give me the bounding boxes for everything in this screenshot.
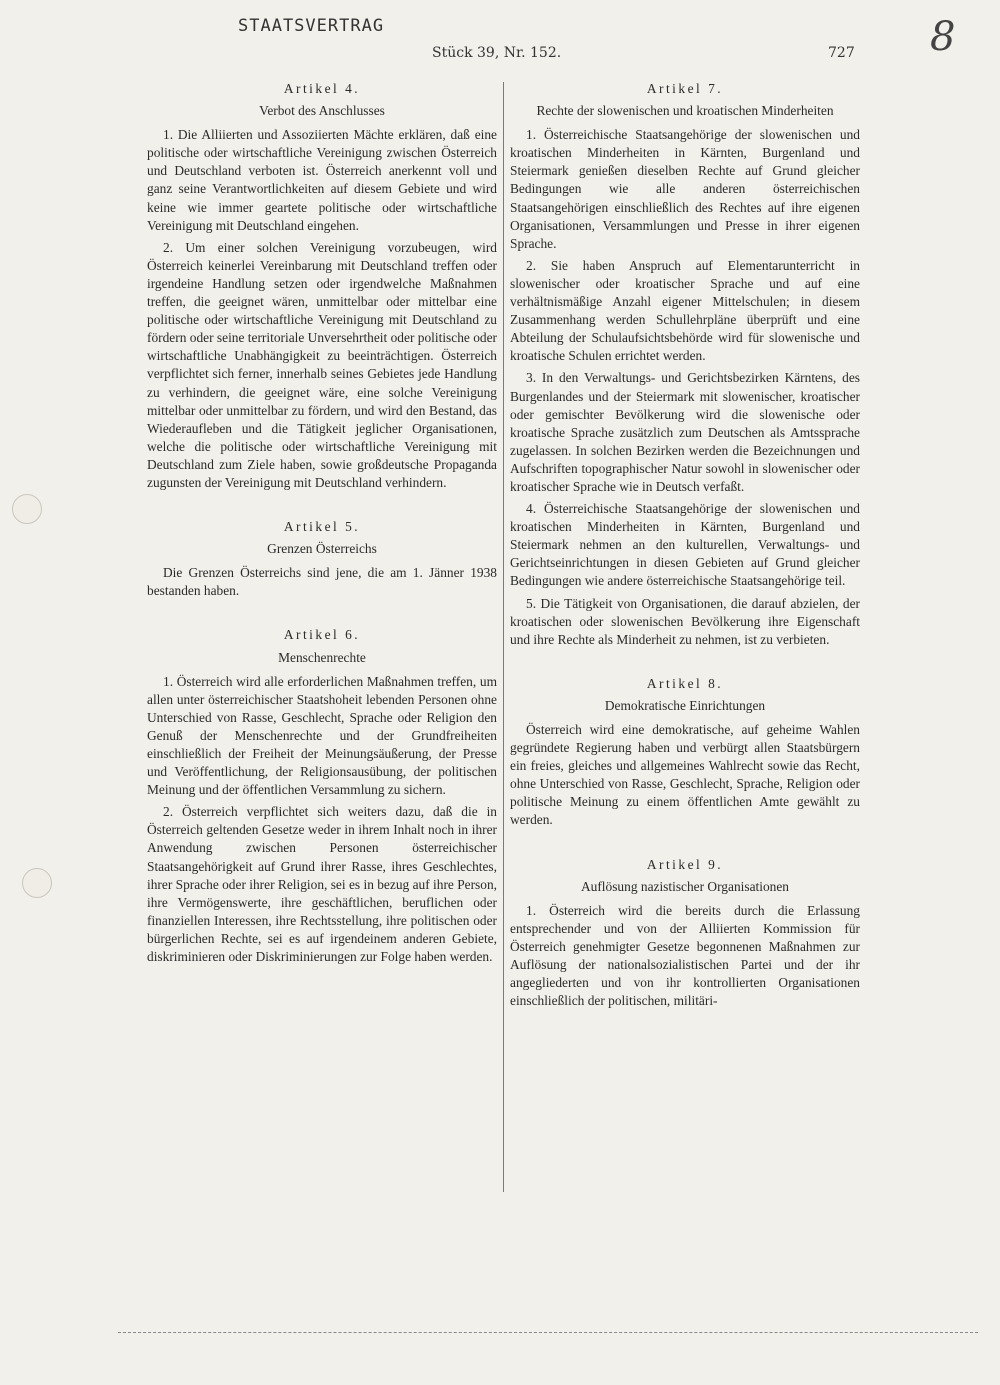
article-4-paragraph-2: 2. Um einer solchen Vereinigung vorzubeugen, wird Österreich keinerlei Vereinbarung mit Deutschland treffen oder irgendeine Handlung setzen oder irgendwelche Maßnahmen treffen, die geeignet wären, unmittelbar oder mittelbar eine politische oder wirtschaftliche Vereinigung mit Deutschland zu fördern oder seine territoriale Unversehrtheit oder politische oder wirtschaftliche Unabhängigkeit zu beeinträchtigen. Österreich verpflichtet sich ferner, innerhalb seines Gebietes jede Handlung zu verhindern, die geeignet wäre, eine solche Vereinigung mittelbar oder unmittelbar zu fördern, und wird den Bestand, das Wiederaufleben und die Tätigkeit jeglicher Organisationen, welche die politische oder wirtschaftliche Vereinigung mit Deutschland zum Ziele haben, sowie großdeutsche Propaganda zugunsten der Vereinigung mit Deutschland verhindern.	[147, 239, 497, 490]
article-7-paragraph-1: 1. Österreichische Staatsangehörige der slowenischen und kroatischen Minderheiten in Kärnten, Burgenland und Steiermark genießen dieselben Rechte auf Grund gleicher Bedingungen wie alle anderen österreichischen Staatsangehörigen einschließlich des Rechtes auf ihre eigenen Organisationen, Versammlungen und Presse in ihrer eigenen Sprache.	[510, 127, 860, 251]
article-7-paragraph-4: 4. Österreichische Staatsangehörige der slowenischen und kroatischen Minderheiten in Kärnten, Burgenland und Steiermark nehmen an den kulturellen, Verwaltungs- und Gerichtseinrichtungen in diesen Gebieten auf Grund gleicher Bedingungen wie andere österreichische Staatsangehörige teil.	[510, 501, 860, 589]
article-7-paragraph-2: 2. Sie haben Anspruch auf Elementarunterricht in slowenischer oder kroatischer Sprache und auf eine verhältnismäßige Anzahl eigener Mittelschulen; in diesem Zusammenhang werden Schullehrpläne überprüft und eine Abteilung der Schulaufsichtsbehörde wird für slowenische und kroatische Schulen errichtet werden.	[510, 257, 860, 364]
article-4-title: Verbot des Anschlusses	[259, 103, 385, 119]
article-8	[510, 675, 860, 830]
stamp-header: STAATSVERTRAG	[238, 16, 385, 36]
handwritten-page-mark: 8	[930, 14, 956, 60]
article-7	[510, 80, 860, 649]
article-5-title: Grenzen Österreichs	[267, 541, 377, 557]
article-7-title: Rechte der slowenischen und kroatischen Minderheiten	[536, 103, 834, 119]
column-divider	[503, 82, 504, 1192]
article-6-paragraph-2: 2. Österreich verpflichtet sich weiters dazu, daß die in Österreich geltenden Gesetze weder in ihrem Inhalt noch in ihrer Anwendung zwischen Personen österreichischer Staatsangehörigkeit auf Grund ihrer Rasse, ihres Geschlechtes, ihrer Sprache oder ihrer Religion, sei es in bezug auf ihre Person, ihre Vermögenswerte, ihre geschäftlichen, beruflichen oder finanziellen Interessen, ihre Rechtsstellung, ihre politischen oder bürgerlichen Rechte, sei es auf irgendeinem anderen Gebiete, diskriminieren oder Diskriminierungen zur Folge haben werden.	[147, 804, 497, 965]
right-column	[510, 80, 860, 1014]
left-column	[147, 80, 497, 970]
article-6-paragraph-1: 1. Österreich wird alle erforderlichen Maßnahmen treffen, um allen unter österreichischer Staatshoheit lebenden Personen ohne Unterschied von Rasse, Geschlecht, Sprache oder Religion den Genuß der Menschenrechte und der Grundfreiheiten einschließlich der Freiheit der Meinungsäußerung, der Presse und Veröffentlichung, der Religionsausübung, der politischen Meinung und der öffentlichen Versammlung zu sichern.	[147, 673, 497, 798]
article-6-number: Artikel 6.	[283, 627, 361, 643]
article-5-number: Artikel 5.	[283, 519, 361, 535]
article-9-title: Auflösung nazistischer Organisationen	[580, 878, 789, 894]
punch-hole-top	[12, 494, 42, 524]
article-8-number: Artikel 8.	[646, 675, 724, 691]
article-9-number: Artikel 9.	[646, 856, 724, 872]
page-number: 727	[828, 45, 855, 61]
issue-reference: Stück 39, Nr. 152.	[432, 45, 562, 61]
article-4-paragraph-1: 1. Die Alliierten und Assoziierten Mächte erklären, daß eine politische oder wirtschaftliche Vereinigung zwischen Österreich und Deutschland verboten ist. Österreich anerkennt voll und ganz seine Verantwortlichkeiten auf diesem Gebiete und wird keine wie immer geartete politische oder wirtschaftliche Vereinigung mit Deutschland eingehen.	[147, 127, 497, 233]
article-7-number: Artikel 7.	[646, 81, 724, 96]
article-8-paragraph-1: Österreich wird eine demokratische, auf geheime Wahlen gegründete Regierung haben und verbürgt allen Staatsbürgern ein freies, gleiches und allgemeines Wahlrecht sowie das Recht, ohne Unterschied von Rasse, Geschlecht, Sprache, Religion oder politische Meinung zu einem öffentlichen Amte gewählt zu werden.	[510, 722, 860, 828]
article-7-paragraph-3: 3. In den Verwaltungs- und Gerichtsbezirken Kärntens, des Burgenlandes und der Steiermark mit slowenischer, kroatischer oder gemischter Bevölkerung wird die slowenische oder kroatische Sprache zusätzlich zum Deutschen als Amtssprache zugelassen. In solchen Bezirken werden die Bezeichnungen und Aufschriften topographischer Natur sowohl in slowenischer oder kroatischer Sprache wie in Deutsch verfaßt.	[510, 370, 860, 494]
article-5-paragraph-1: Die Grenzen Österreichs sind jene, die am 1. Jänner 1938 bestanden haben.	[147, 565, 497, 599]
article-4	[147, 80, 497, 492]
article-4-number: Artikel 4.	[283, 81, 361, 96]
article-8-title: Demokratische Einrichtungen	[604, 697, 766, 713]
article-7-paragraph-5: 5. Die Tätigkeit von Organisationen, die darauf abzielen, der kroatischen oder slowenischen Bevölkerung ihre Eigenschaft und ihre Rechte als Minderheit zu nehmen, ist zu verbieten.	[510, 595, 860, 647]
article-6	[147, 626, 497, 966]
punch-hole-bottom	[22, 868, 52, 898]
article-6-title: Menschenrechte	[278, 649, 366, 665]
bottom-rule	[118, 1332, 978, 1333]
article-5	[147, 518, 497, 600]
article-9-paragraph-1: 1. Österreich wird die bereits durch die Erlassung entsprechender und von der Alliierten Kommission für Österreich genehmigter Gesetze begonnenen Maßnahmen zur Auflösung der nationalsozialistischen Partei und der ihr angegliederten und von ihr kontrollierten Organisationen einschließlich der politischen, militäri-	[510, 902, 860, 1009]
article-9	[510, 856, 860, 1011]
